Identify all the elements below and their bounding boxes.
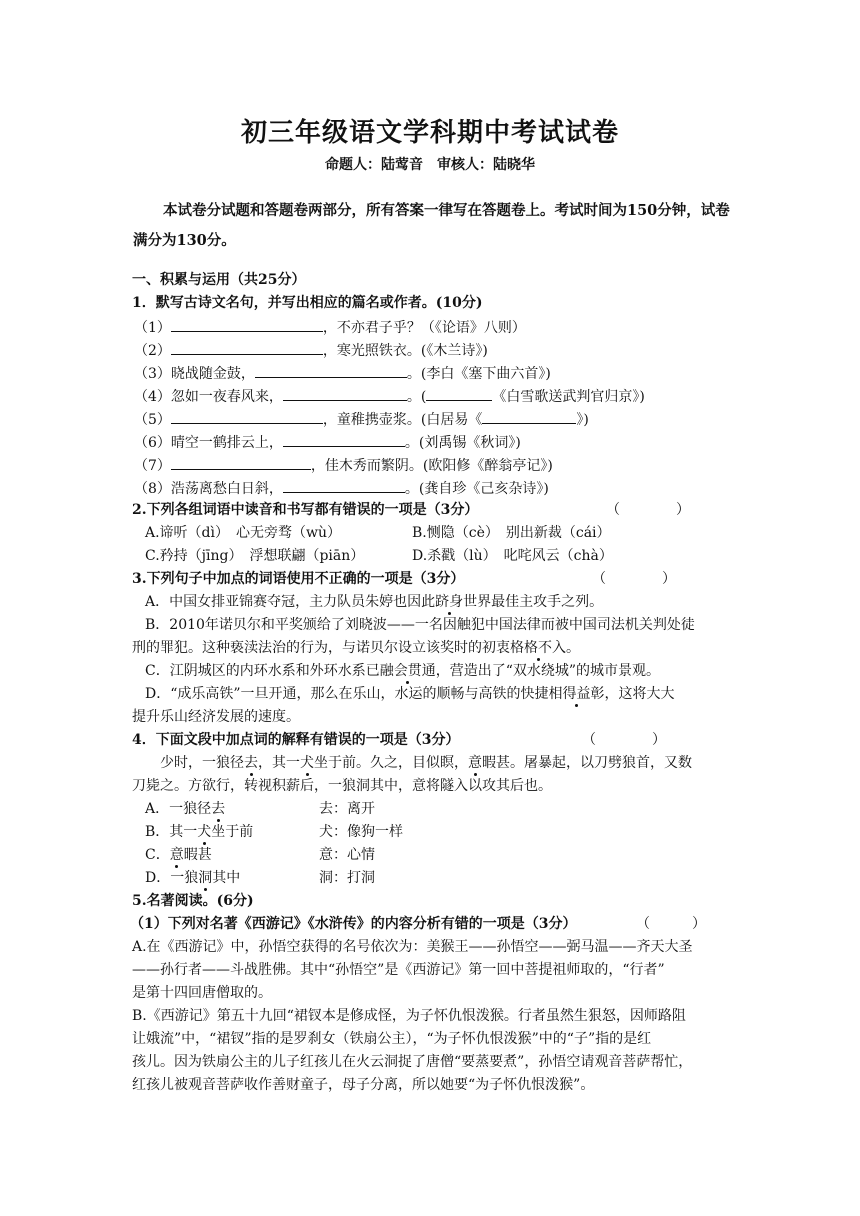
q1-line-1-num: （1）	[134, 320, 171, 336]
q1-line-8-source: 。(龚自珍《己亥杂诗》)	[404, 481, 549, 497]
q2-option-a: A.谛听（dì） 心无旁骛（wù）	[145, 525, 341, 541]
q2-answer-paren[interactable]: （ ）	[606, 502, 690, 518]
q4-option-d	[145, 868, 240, 888]
q3-a-text: A．中国女排亚锦赛夺冠，主力队员朱婷也因此	[145, 594, 436, 610]
q1-line-6	[134, 431, 521, 453]
q5-option-b-line-1: B.《西游记》第五十九回“裙钗本是修成怪，为子怀仇恨泼猴。行者虽然生狠怒，因师路阻	[132, 1008, 686, 1024]
authors-line: 命题人：陆莺音 审核人：陆晓华	[325, 157, 535, 173]
q4-passage-text: 少时，一狼径	[160, 755, 244, 771]
question-1-stem: 1．默写古诗文名句，并写出相应的篇名或作者。(10分)	[132, 295, 483, 311]
q3-option-a	[145, 592, 603, 612]
q1-line-2-num: （2）	[134, 343, 171, 359]
q1-line-8-text: （8）浩荡离愁白日斜，	[134, 481, 283, 497]
q1-line-2	[134, 339, 488, 361]
q1-line-4	[134, 385, 645, 407]
q4-option-c-explanation: 意：心情	[319, 847, 375, 863]
q1-line-3	[134, 362, 551, 384]
q3-d-text-end: ，这将大大	[604, 686, 675, 702]
answer-blank[interactable]	[171, 339, 323, 355]
q5-sub-question-1: （1）下列对名著《西游记》《水浒传》的内容分析有错的一项是（3分）	[130, 916, 577, 932]
q1-line-5	[134, 408, 589, 430]
q1-line-7-num: （7）	[134, 458, 171, 474]
q4-c-text: C．	[145, 847, 170, 863]
q4-dotted-word: 意	[468, 755, 482, 771]
q1-line-4-source: 《白雪歌送武判官归京》)	[492, 389, 645, 405]
q4-d-text-end: 其中	[212, 870, 241, 886]
q4-passage-text: 暇甚。屠暴起，以刀劈狼首，又数	[482, 755, 692, 771]
q5-option-b-line-2: 让娥流”中，“裙钗”指的是罗刹女（铁扇公主），“为子怀仇恨泼猴”中的“子”指的是红	[132, 1031, 652, 1047]
q1-line-3-source: 。(李白《塞下曲六首》)	[406, 366, 551, 382]
q1-line-5-text: ，童稚携壶浆。(白居易《	[322, 412, 483, 428]
q4-a-text: A．一狼径	[145, 801, 212, 817]
q4-option-b	[145, 822, 253, 842]
q3-option-d-line-1	[145, 684, 675, 704]
q1-line-2-text: ，寒光照铁衣。(《木兰诗》)	[322, 343, 488, 359]
q4-d-text: D．一狼	[145, 870, 199, 886]
q4-option-b-explanation: 犬：像狗一样	[319, 824, 403, 840]
q1-line-4-text: （4）忽如一夜春风来，	[134, 389, 283, 405]
q1-line-5-close: 》)	[576, 412, 589, 428]
q4-d-dotted-word: 洞	[198, 870, 213, 886]
q3-d-dotted-word: 相得益彰	[548, 686, 605, 702]
q2-option-c: C.矜持（jīng） 浮想联翩（piān）	[145, 548, 365, 564]
q4-option-a	[145, 799, 225, 819]
q1-line-7-text: ，佳木秀而繁阴。(欧阳修《醉翁亭记》)	[310, 458, 553, 474]
q4-b-text: B．其一	[145, 824, 198, 840]
q4-c-text-end: 暇甚	[183, 847, 212, 863]
intro-paragraph: 本试卷分试题和答题卷两部分，所有答案一律写在答题卷上。考试时间为150分钟，试卷满分为130分。	[133, 202, 730, 249]
answer-blank[interactable]	[283, 385, 407, 401]
q3-b-text-end: 。	[566, 640, 580, 656]
q1-line-1	[134, 316, 526, 338]
q5-option-b-line-3: 孩儿。因为铁扇公主的儿子红孩儿在火云洞捉了唐僧“要蒸要煮”，孙悟空请观音菩萨帮忙，	[132, 1054, 693, 1070]
q3-option-d-line-2: 提升乐山经济发展的速度。	[132, 709, 300, 725]
q3-a-text-end: 世界最佳主攻手之列。	[463, 594, 604, 610]
q5-option-b-line-4: 红孩儿被观音菩萨收作善财童子，母子分离，所以她要“为子怀仇恨泼猴”。	[132, 1077, 595, 1093]
q4-dotted-word: 犬	[300, 755, 314, 771]
answer-blank[interactable]	[171, 316, 323, 332]
q3-d-text: D．“成乐高铁”一旦开通，那么在乐山，水运的顺畅与高铁的快捷	[145, 686, 549, 702]
answer-blank[interactable]	[283, 477, 405, 493]
q3-option-c	[145, 661, 660, 681]
q4-dotted-word: 去	[244, 755, 258, 771]
q5-option-a-line-1: A.在《西游记》中，孙悟空获得的名号依次为：美猴王——孙悟空——弼马温——齐天大圣	[132, 939, 693, 955]
answer-blank[interactable]	[255, 362, 407, 378]
q3-c-text-end: ，营造出了“双水绕城”的城市景观。	[435, 663, 661, 679]
answer-blank[interactable]	[482, 408, 576, 424]
q3-answer-paren[interactable]: （ ）	[592, 571, 676, 587]
q3-c-dotted-word: 融会贯通	[379, 663, 436, 679]
q5-option-a-line-2: ——孙行者——斗战胜佛。其中“孙悟空”是《西游记》第一回中菩提祖师取的，“行者”	[132, 962, 665, 978]
q4-answer-paren[interactable]: （ ）	[582, 732, 666, 748]
question-5-stem: 5.名著阅读。(6分)	[132, 893, 254, 909]
q4-passage-text: ，其一	[258, 755, 300, 771]
answer-blank[interactable]	[171, 408, 323, 424]
q4-passage-line-1	[160, 753, 692, 773]
q4-b-text-end: 坐于前	[211, 824, 254, 840]
q2-option-d: D.杀戳（lù） 叱咤风云（chà）	[412, 548, 613, 564]
q3-option-b-line-2	[132, 638, 580, 658]
q3-b-text: 刑的罪犯。这种亵渎法治的行为，与诺贝尔设立该奖时的初衷	[132, 640, 510, 656]
q4-passage-text: 坐于前。久之，目似瞑，	[314, 755, 468, 771]
answer-blank[interactable]	[426, 385, 492, 401]
q4-option-c	[145, 845, 212, 865]
question-3-stem: 3.下列句子中加点的词语使用不正确的一项是（3分）	[132, 571, 465, 587]
q1-line-1-text: ，不亦君子乎？（《论语》八则）	[322, 320, 526, 336]
q1-line-7	[134, 454, 553, 476]
q5-option-a-line-3: 是第十四回唐僧取的。	[132, 985, 272, 1001]
q3-b-dotted-word: 格格不入	[510, 640, 566, 656]
q4-a-dotted-word: 去	[211, 801, 226, 817]
q1-line-5-num: （5）	[134, 412, 171, 428]
q1-line-4-sep: 。(	[406, 389, 427, 405]
answer-blank[interactable]	[171, 454, 311, 470]
q3-a-dotted-word: 跻身	[435, 594, 464, 610]
page-title: 初三年级语文学科期中考试试卷	[240, 118, 619, 148]
q2-option-b: B.恻隐（cè） 别出新裁（cái）	[412, 525, 611, 541]
question-4-stem: 4．下面文段中加点词的解释有错误的一项是（3分）	[132, 732, 460, 748]
q4-option-d-explanation: 洞：打洞	[319, 870, 375, 886]
q3-option-b-line-1: B．2010年诺贝尔和平奖颁给了刘晓波——一名因触犯中国法律而被中国司法机关判处徒	[145, 617, 695, 633]
q5-answer-paren[interactable]: （ ）	[636, 916, 706, 932]
section-heading: 一、积累与运用（共25分）	[132, 272, 306, 288]
q1-line-6-text: （6）晴空一鹤排云上，	[134, 435, 283, 451]
q1-line-6-source: 。(刘禹锡《秋词》)	[404, 435, 521, 451]
q1-line-3-text: （3）晓战随金鼓，	[134, 366, 255, 382]
q4-b-dotted-word: 犬	[197, 824, 212, 840]
q3-c-text: C．江阴城区的内环水系和外环水系已	[145, 663, 380, 679]
q4-option-a-explanation: 去：离开	[319, 801, 375, 817]
answer-blank[interactable]	[283, 431, 405, 447]
q4-passage-line-2: 刀毙之。方欲行，转视积薪后，一狼洞其中，意将隧入以攻其后也。	[132, 778, 552, 794]
q1-line-8	[134, 477, 549, 499]
question-2-stem: 2.下列各组词语中读音和书写都有错误的一项是（3分）	[132, 502, 479, 518]
q4-c-dotted-word: 意	[169, 847, 184, 863]
